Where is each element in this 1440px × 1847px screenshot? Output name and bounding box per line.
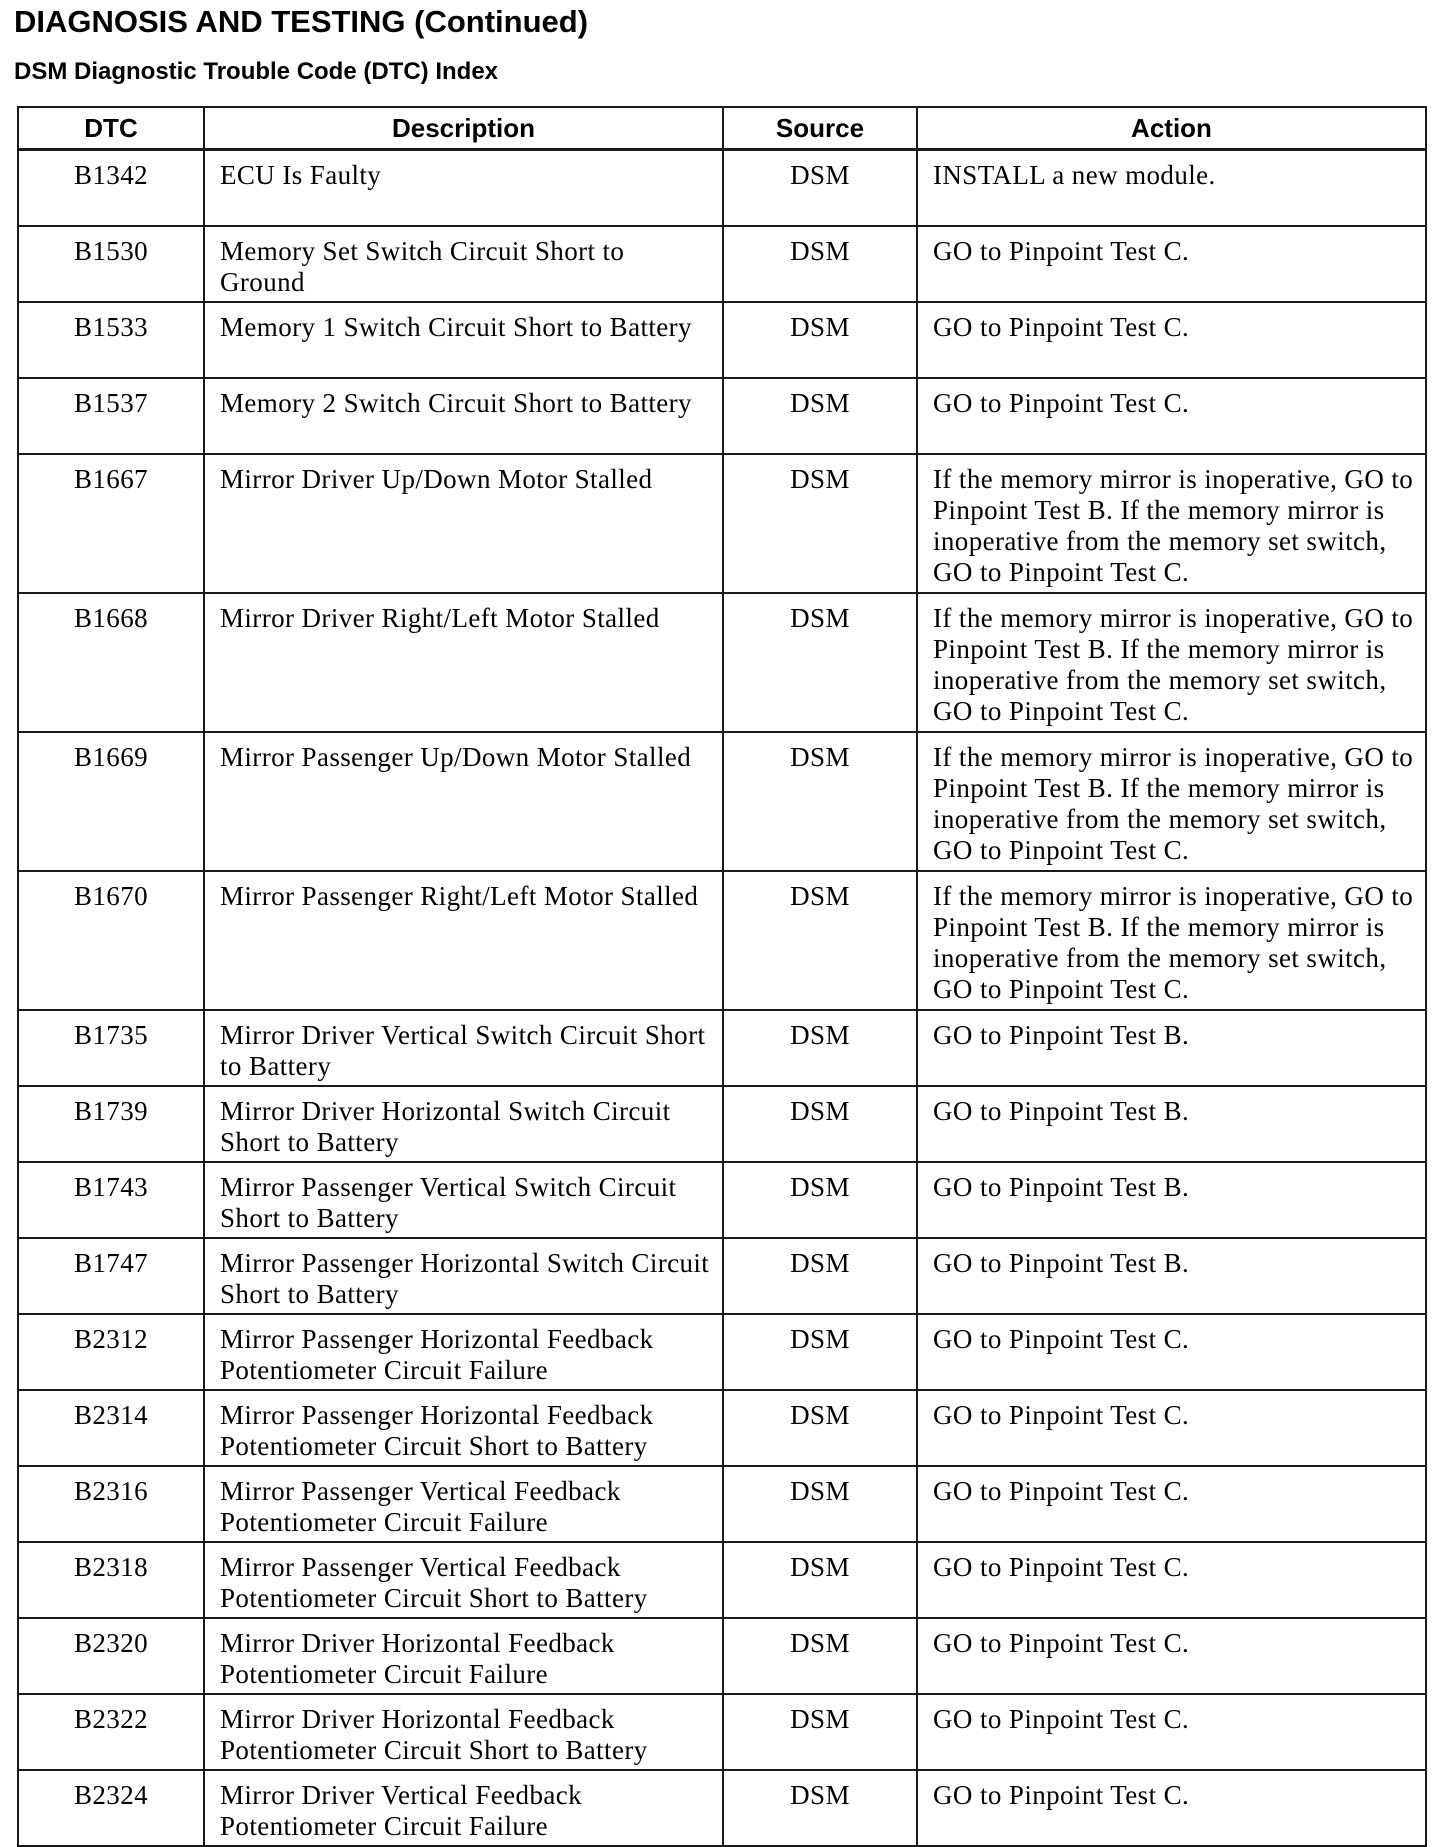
dtc-code-cell: B1739 bbox=[18, 1086, 204, 1162]
table-row bbox=[18, 378, 1426, 454]
table-row bbox=[18, 1542, 1426, 1618]
dtc-code-cell: B1743 bbox=[18, 1162, 204, 1238]
dtc-code-cell: B2318 bbox=[18, 1542, 204, 1618]
table-row bbox=[18, 1238, 1426, 1314]
dtc-code-cell: B2324 bbox=[18, 1770, 204, 1846]
action-cell: GO to Pinpoint Test C. bbox=[917, 1314, 1426, 1390]
source-cell: DSM bbox=[723, 454, 917, 593]
table-row bbox=[18, 226, 1426, 302]
table-row bbox=[18, 150, 1426, 227]
description-cell: Mirror Passenger Horizontal Feedback Potentiometer Circuit Failure bbox=[204, 1314, 723, 1390]
table-row bbox=[18, 454, 1426, 593]
table-row bbox=[18, 1694, 1426, 1770]
dtc-code-cell: B1533 bbox=[18, 302, 204, 378]
description-cell: Memory 1 Switch Circuit Short to Battery bbox=[204, 302, 723, 378]
action-cell: GO to Pinpoint Test C. bbox=[917, 1542, 1426, 1618]
source-cell: DSM bbox=[723, 871, 917, 1010]
description-cell: Mirror Passenger Horizontal Feedback Potentiometer Circuit Short to Battery bbox=[204, 1390, 723, 1466]
action-cell: GO to Pinpoint Test C. bbox=[917, 1390, 1426, 1466]
dtc-code-cell: B1735 bbox=[18, 1010, 204, 1086]
description-cell: Mirror Passenger Vertical Switch Circuit Short to Battery bbox=[204, 1162, 723, 1238]
source-cell: DSM bbox=[723, 1694, 917, 1770]
table-row bbox=[18, 1390, 1426, 1466]
source-cell: DSM bbox=[723, 1238, 917, 1314]
action-cell: GO to Pinpoint Test B. bbox=[917, 1086, 1426, 1162]
table-row bbox=[18, 1770, 1426, 1846]
description-cell: Memory 2 Switch Circuit Short to Battery bbox=[204, 378, 723, 454]
dtc-code-cell: B1668 bbox=[18, 593, 204, 732]
description-cell: Mirror Driver Horizontal Switch Circuit Short to Battery bbox=[204, 1086, 723, 1162]
action-cell: GO to Pinpoint Test C. bbox=[917, 226, 1426, 302]
description-cell: Memory Set Switch Circuit Short to Ground bbox=[204, 226, 723, 302]
dtc-code-cell: B1537 bbox=[18, 378, 204, 454]
source-cell: DSM bbox=[723, 1770, 917, 1846]
source-cell: DSM bbox=[723, 1390, 917, 1466]
description-cell: Mirror Driver Horizontal Feedback Potentiometer Circuit Short to Battery bbox=[204, 1694, 723, 1770]
description-cell: Mirror Driver Vertical Feedback Potentiometer Circuit Failure bbox=[204, 1770, 723, 1846]
table-row bbox=[18, 302, 1426, 378]
source-cell: DSM bbox=[723, 1542, 917, 1618]
table-row bbox=[18, 1086, 1426, 1162]
source-cell: DSM bbox=[723, 1466, 917, 1542]
description-cell: Mirror Driver Up/Down Motor Stalled bbox=[204, 454, 723, 593]
table-row bbox=[18, 871, 1426, 1010]
action-cell: If the memory mirror is inoperative, GO to Pinpoint Test B. If the memory mirror is inoperative from the memory set switch, GO to Pinpoint Test C. bbox=[917, 732, 1426, 871]
source-cell: DSM bbox=[723, 1162, 917, 1238]
table-row bbox=[18, 1618, 1426, 1694]
column-header-action: Action bbox=[917, 107, 1426, 150]
description-cell: Mirror Driver Vertical Switch Circuit Short to Battery bbox=[204, 1010, 723, 1086]
dtc-index-table bbox=[17, 106, 1427, 1847]
table-row bbox=[18, 1466, 1426, 1542]
action-cell: If the memory mirror is inoperative, GO to Pinpoint Test B. If the memory mirror is inoperative from the memory set switch, GO to Pinpoint Test C. bbox=[917, 454, 1426, 593]
column-header-source: Source bbox=[723, 107, 917, 150]
description-cell: Mirror Passenger Vertical Feedback Potentiometer Circuit Short to Battery bbox=[204, 1542, 723, 1618]
table-row bbox=[18, 1162, 1426, 1238]
action-cell: GO to Pinpoint Test C. bbox=[917, 378, 1426, 454]
column-header-dtc: DTC bbox=[18, 107, 204, 150]
action-cell: If the memory mirror is inoperative, GO to Pinpoint Test B. If the memory mirror is inoperative from the memory set switch, GO to Pinpoint Test C. bbox=[917, 593, 1426, 732]
source-cell: DSM bbox=[723, 150, 917, 227]
table-row bbox=[18, 732, 1426, 871]
table-header-row bbox=[18, 107, 1426, 150]
page-title: DIAGNOSIS AND TESTING (Continued) bbox=[14, 4, 589, 39]
dtc-code-cell: B1530 bbox=[18, 226, 204, 302]
action-cell: INSTALL a new module. bbox=[917, 150, 1426, 227]
dtc-code-cell: B2320 bbox=[18, 1618, 204, 1694]
dtc-code-cell: B2312 bbox=[18, 1314, 204, 1390]
action-cell: GO to Pinpoint Test C. bbox=[917, 1694, 1426, 1770]
table-body bbox=[18, 150, 1426, 1847]
action-cell: GO to Pinpoint Test C. bbox=[917, 1618, 1426, 1694]
source-cell: DSM bbox=[723, 593, 917, 732]
dtc-code-cell: B1670 bbox=[18, 871, 204, 1010]
source-cell: DSM bbox=[723, 226, 917, 302]
table-row bbox=[18, 593, 1426, 732]
source-cell: DSM bbox=[723, 1618, 917, 1694]
description-cell: Mirror Passenger Right/Left Motor Stalled bbox=[204, 871, 723, 1010]
source-cell: DSM bbox=[723, 302, 917, 378]
dtc-code-cell: B2316 bbox=[18, 1466, 204, 1542]
source-cell: DSM bbox=[723, 1314, 917, 1390]
source-cell: DSM bbox=[723, 1010, 917, 1086]
action-cell: If the memory mirror is inoperative, GO to Pinpoint Test B. If the memory mirror is inoperative from the memory set switch, GO to Pinpoint Test C. bbox=[917, 871, 1426, 1010]
description-cell: ECU Is Faulty bbox=[204, 150, 723, 227]
source-cell: DSM bbox=[723, 1086, 917, 1162]
description-cell: Mirror Passenger Vertical Feedback Potentiometer Circuit Failure bbox=[204, 1466, 723, 1542]
description-cell: Mirror Driver Right/Left Motor Stalled bbox=[204, 593, 723, 732]
table-title: DSM Diagnostic Trouble Code (DTC) Index bbox=[14, 58, 499, 85]
description-cell: Mirror Passenger Up/Down Motor Stalled bbox=[204, 732, 723, 871]
action-cell: GO to Pinpoint Test C. bbox=[917, 1466, 1426, 1542]
dtc-code-cell: B2322 bbox=[18, 1694, 204, 1770]
action-cell: GO to Pinpoint Test B. bbox=[917, 1010, 1426, 1086]
dtc-code-cell: B1669 bbox=[18, 732, 204, 871]
description-cell: Mirror Driver Horizontal Feedback Potentiometer Circuit Failure bbox=[204, 1618, 723, 1694]
source-cell: DSM bbox=[723, 378, 917, 454]
action-cell: GO to Pinpoint Test C. bbox=[917, 1770, 1426, 1846]
table-row bbox=[18, 1010, 1426, 1086]
source-cell: DSM bbox=[723, 732, 917, 871]
dtc-code-cell: B2314 bbox=[18, 1390, 204, 1466]
action-cell: GO to Pinpoint Test B. bbox=[917, 1162, 1426, 1238]
table-row bbox=[18, 1314, 1426, 1390]
dtc-code-cell: B1747 bbox=[18, 1238, 204, 1314]
dtc-code-cell: B1342 bbox=[18, 150, 204, 227]
dtc-code-cell: B1667 bbox=[18, 454, 204, 593]
column-header-description: Description bbox=[204, 107, 723, 150]
action-cell: GO to Pinpoint Test B. bbox=[917, 1238, 1426, 1314]
action-cell: GO to Pinpoint Test C. bbox=[917, 302, 1426, 378]
description-cell: Mirror Passenger Horizontal Switch Circuit Short to Battery bbox=[204, 1238, 723, 1314]
